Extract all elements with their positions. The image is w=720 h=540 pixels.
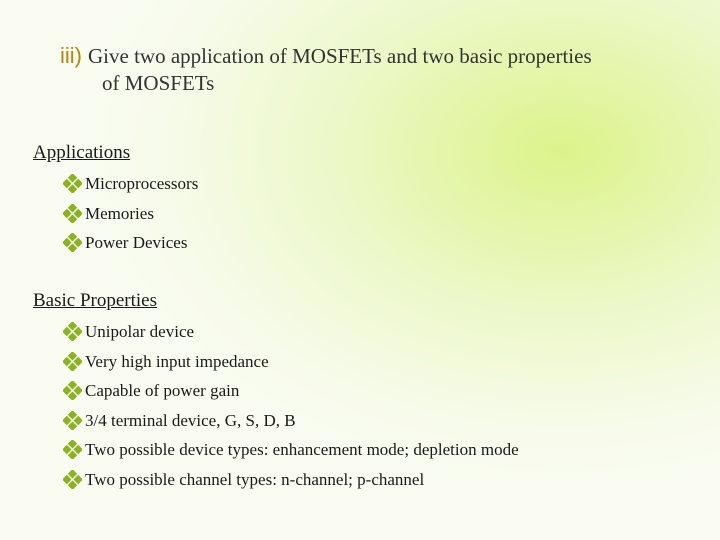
list-item-text: 3/4 terminal device, G, S, D, B: [85, 410, 296, 430]
title-line-2: of MOSFETs: [102, 71, 215, 95]
applications-list: [33, 169, 198, 258]
list-item-text: Microprocessors: [85, 174, 199, 193]
list-item: [63, 317, 519, 347]
title-line-1: Give two application of MOSFETs and two basic properties: [88, 44, 592, 68]
list-item-text: Memories: [85, 203, 154, 223]
slide-title: [60, 42, 700, 97]
list-item-text: Unipolar device: [85, 322, 195, 341]
list-item-text: Power Devices: [85, 233, 188, 252]
list-item: [63, 376, 519, 406]
list-item-text: Two possible device types: enhancement mode; depletion mode: [85, 440, 519, 459]
diamond-bullet-icon: [63, 470, 82, 489]
diamond-bullet-icon: [63, 204, 82, 223]
applications-heading: Applications: [33, 142, 131, 163]
list-item: [63, 347, 519, 377]
diamond-bullet-icon: [63, 322, 82, 341]
list-item-text: Very high input impedance: [85, 351, 269, 371]
properties-heading: Basic Properties: [33, 290, 158, 311]
list-item: [63, 465, 519, 495]
properties-list: [33, 317, 519, 494]
diamond-bullet-icon: [63, 381, 82, 400]
diamond-bullet-icon: [63, 233, 82, 252]
list-item: [63, 435, 519, 465]
list-item-text: Capable of power gain: [85, 381, 240, 400]
list-item: [63, 169, 198, 199]
list-item: [63, 199, 198, 229]
list-item-text: Two possible channel types: n-channel; p-channel: [85, 469, 425, 489]
diamond-bullet-icon: [63, 352, 82, 371]
diamond-bullet-icon: [63, 411, 82, 430]
diamond-bullet-icon: [63, 174, 82, 193]
list-item: [63, 406, 519, 436]
applications-section: [33, 141, 198, 258]
properties-section: [33, 289, 519, 494]
question-number: iii): [60, 43, 82, 68]
diamond-bullet-icon: [63, 440, 82, 459]
list-item: [63, 228, 198, 258]
